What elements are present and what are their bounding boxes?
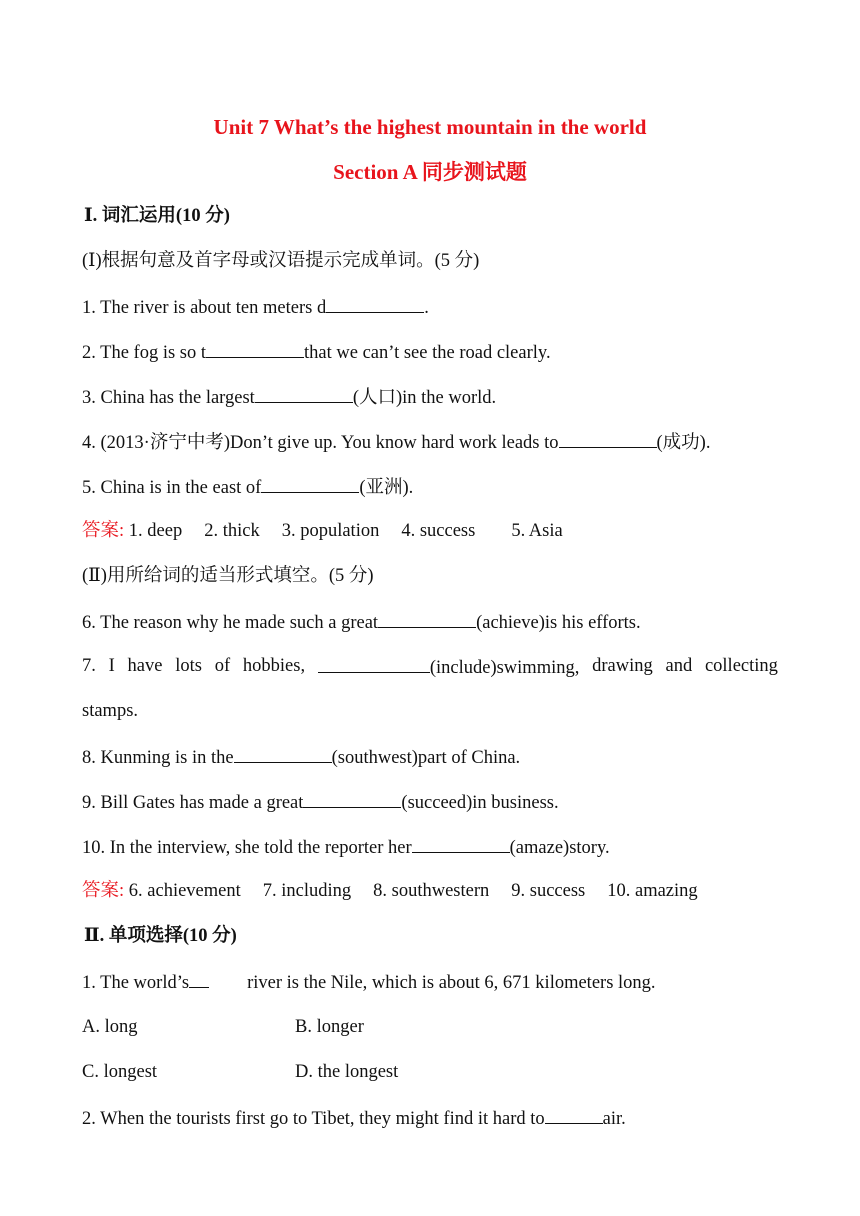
question-7-word: drawing (592, 656, 653, 676)
question-5-end: (亚洲). (359, 478, 414, 498)
option-c: C. longest (82, 1062, 158, 1082)
answer-blank (189, 969, 209, 988)
question-7-word: I (108, 656, 115, 676)
document-title: Unit 7 What’s the highest mountain in the world (213, 115, 647, 139)
answer-blank (326, 294, 424, 313)
question-6-text: 6. The reason why he made such a great (82, 613, 379, 633)
question-2-end: that we can’t see the road clearly. (304, 343, 551, 363)
question-6-end: (achieve)is his efforts. (476, 613, 641, 633)
answer-9: 9. success (511, 881, 586, 901)
part1-heading: Ⅰ. 词汇运用(10 分) (84, 206, 230, 226)
mc-question-2 (82, 1105, 626, 1131)
answer-blank (318, 654, 430, 673)
question-7-word: collecting (704, 656, 778, 676)
question-1-end: . (424, 298, 429, 318)
question-3-end: (人口)in the world. (352, 388, 497, 408)
question-9-end: (succeed)in business. (401, 793, 559, 813)
question-7-word: and (665, 656, 693, 676)
question-8 (82, 744, 520, 770)
answer-blank (206, 339, 304, 358)
question-8-end: (southwest)part of China. (331, 748, 521, 768)
answer-label: 答案: (82, 521, 125, 541)
question-5 (82, 474, 413, 500)
question-10-end: (amaze)story. (509, 838, 610, 858)
question-2 (82, 339, 551, 365)
answer-8: 8. southwestern (373, 881, 490, 901)
question-7 (82, 654, 778, 680)
answer-blank (545, 1105, 603, 1124)
option-b: B. longer (295, 1017, 364, 1037)
question-3 (82, 384, 496, 410)
part1-sub2-heading: (Ⅱ)用所给词的适当形式填空。(5 分) (82, 566, 374, 586)
answer-blank (559, 429, 657, 448)
question-4 (82, 429, 710, 455)
question-7-word: of (214, 656, 231, 676)
question-10-text: 10. In the interview, she told the reporter her (82, 838, 412, 858)
answer-key-6-10 (82, 879, 698, 903)
question-3-text: 3. China has the largest (82, 388, 255, 408)
mc-question-2-end: air. (602, 1109, 626, 1129)
answer-7: 7. including (262, 881, 352, 901)
part2-heading: Ⅱ. 单项选择(10 分) (84, 926, 237, 946)
answer-key-1-5 (82, 519, 563, 543)
answer-10: 10. amazing (607, 881, 698, 901)
option-d: D. the longest (295, 1062, 399, 1082)
question-7-word: 7. (82, 656, 96, 676)
question-9 (82, 789, 559, 815)
question-7-word: lots (175, 656, 202, 676)
question-6 (82, 609, 641, 635)
question-4-text: 4. (2013·济宁中考)Don’t give up. You know hard work leads to (82, 433, 559, 453)
question-7-continued: stamps. (82, 701, 139, 721)
question-1 (82, 294, 429, 320)
answer-label: 答案: (82, 881, 125, 901)
question-10 (82, 834, 610, 860)
document-subtitle: Section A 同步测试题 (333, 160, 527, 184)
question-7-word: hobbies, (242, 656, 306, 676)
mc-question-1-text: 1. The world’s (82, 973, 190, 993)
mc-question-2-text: 2. When the tourists first go to Tibet, they might find it hard to (82, 1109, 545, 1129)
question-1-text: 1. The river is about ten meters d (82, 298, 327, 318)
answer-5: 5. Asia (511, 521, 563, 541)
question-7-word: have (127, 656, 163, 676)
answer-blank (261, 474, 359, 493)
question-9-text: 9. Bill Gates has made a great (82, 793, 304, 813)
part1-sub1-heading: (Ⅰ)根据句意及首字母或汉语提示完成单词。(5 分) (82, 251, 480, 271)
answer-4: 4. success (401, 521, 476, 541)
answer-blank (255, 384, 353, 403)
answer-6: 6. achievement (128, 881, 241, 901)
question-4-end: (成功). (656, 433, 711, 453)
answer-1: 1. deep (128, 521, 183, 541)
answer-3: 3. population (281, 521, 380, 541)
answer-blank (234, 744, 332, 763)
question-7-hint: (include)swimming, (429, 658, 580, 678)
question-5-text: 5. China is in the east of (82, 478, 262, 498)
option-a: A. long (82, 1017, 138, 1037)
mc-question-1-end: river is the Nile, which is about 6, 671 kilometers long. (247, 973, 656, 993)
question-2-text: 2. The fog is so t (82, 343, 207, 363)
answer-blank (378, 609, 476, 628)
question-8-text: 8. Kunming is in the (82, 748, 234, 768)
question-7-blank-group (318, 654, 580, 680)
answer-blank (303, 789, 401, 808)
mc-question-1 (82, 969, 656, 995)
answer-2: 2. thick (204, 521, 260, 541)
answer-blank (412, 834, 510, 853)
